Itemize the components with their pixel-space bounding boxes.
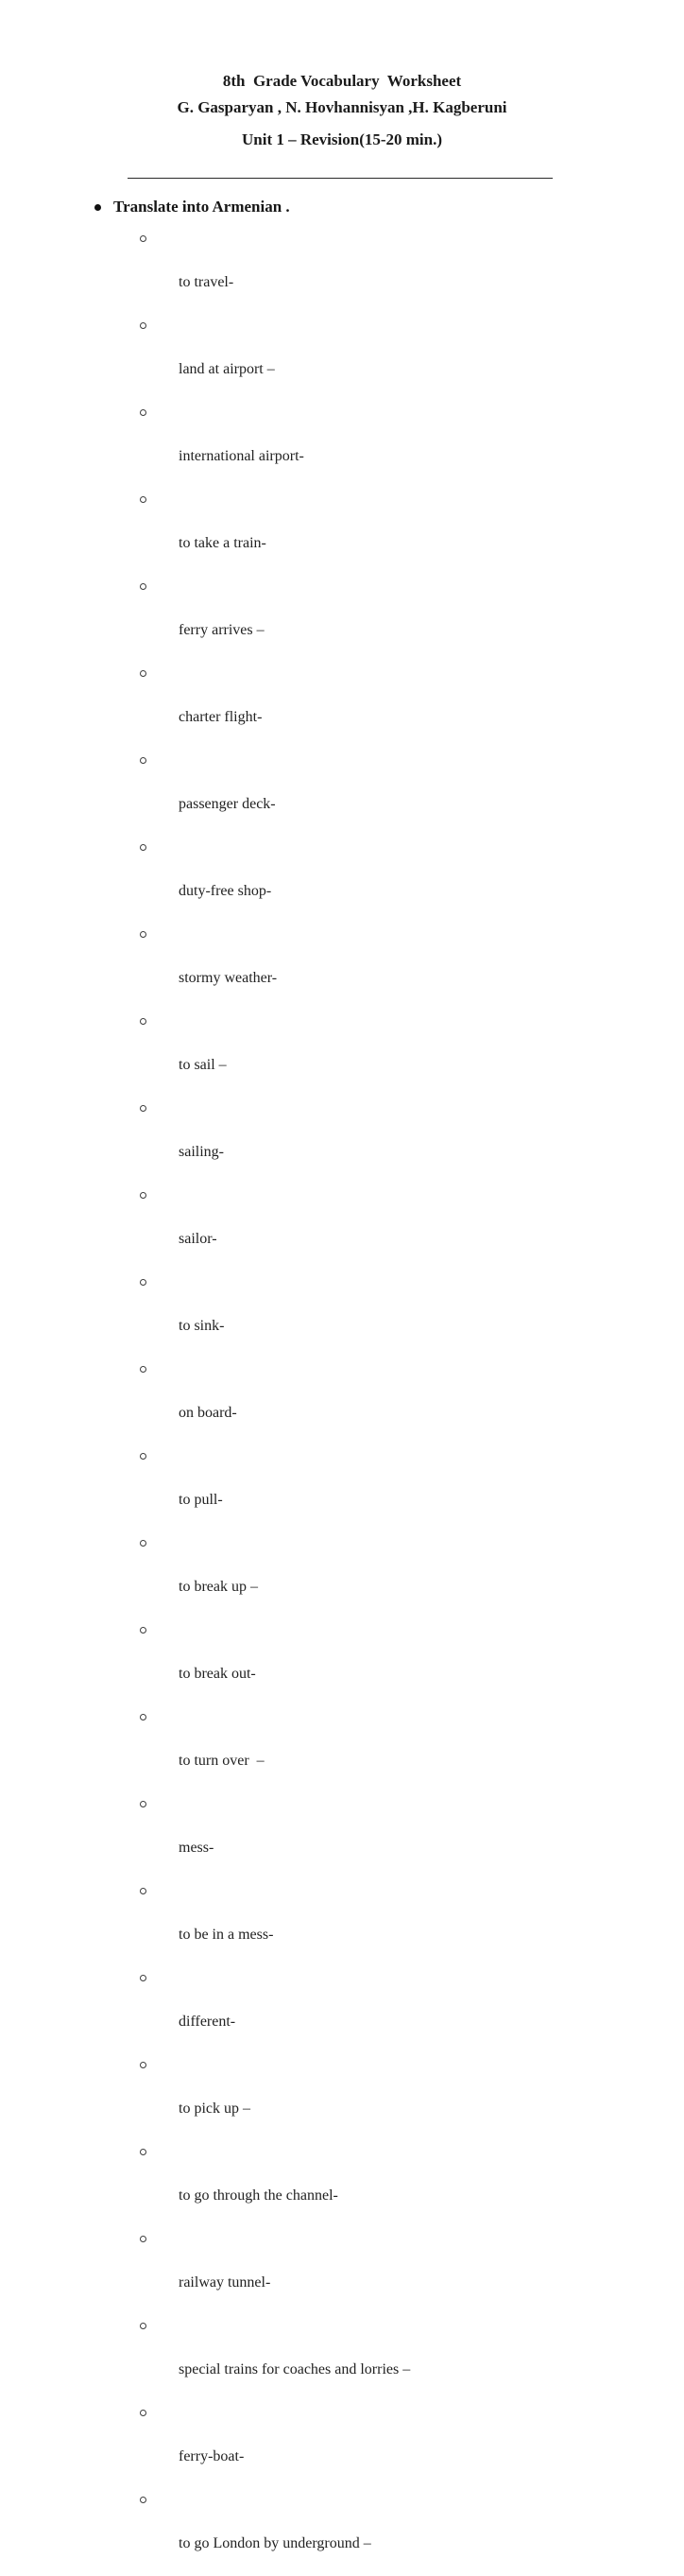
vocab-list — [0, 228, 684, 2576]
list-item-text: to go through the channel- — [179, 2187, 338, 2204]
list-item-text: different- — [179, 2014, 236, 2030]
list-item-text: to pull- — [179, 1492, 223, 1508]
list-item — [0, 1706, 684, 1793]
list-item-text: to travel- — [179, 274, 234, 290]
bullet-dot-icon — [94, 204, 101, 211]
list-item — [0, 1358, 684, 1445]
list-item-text: land at airport – — [179, 361, 275, 377]
list-item — [0, 663, 684, 750]
list-item — [0, 924, 684, 1011]
list-item-text: special trains for coaches and lorries – — [179, 2361, 411, 2377]
list-item — [0, 1793, 684, 1880]
circle-bullet-icon — [140, 670, 146, 677]
list-item-text: to take a train- — [179, 535, 266, 551]
circle-bullet-icon — [140, 1627, 146, 1634]
list-item-text: to sail – — [179, 1057, 227, 1073]
section-heading-row — [0, 197, 684, 217]
list-item-text: on board- — [179, 1405, 237, 1421]
list-item — [0, 1271, 684, 1358]
worksheet-authors: G. Gasparyan , N. Hovhannisyan ,H. Kagberuni — [177, 98, 507, 116]
list-item-text: to sink- — [179, 1318, 225, 1334]
circle-bullet-icon — [140, 1801, 146, 1807]
circle-bullet-icon — [140, 1975, 146, 1981]
list-item-text: to turn over – — [179, 1753, 265, 1769]
list-item — [0, 2054, 684, 2141]
section-heading: Translate into Armenian . — [113, 198, 290, 216]
circle-bullet-icon — [140, 1192, 146, 1199]
list-item — [0, 837, 684, 924]
circle-bullet-icon — [140, 1279, 146, 1286]
list-item-text: stormy weather- — [179, 970, 278, 986]
list-item — [0, 2228, 684, 2315]
list-item-text: to pick up – — [179, 2101, 250, 2117]
circle-bullet-icon — [140, 583, 146, 590]
circle-bullet-icon — [140, 931, 146, 938]
list-item-text: sailing- — [179, 1144, 224, 1160]
list-item — [0, 1011, 684, 1098]
divider-line — [128, 178, 553, 179]
circle-bullet-icon — [140, 1714, 146, 1720]
list-item-text: railway tunnel- — [179, 2274, 271, 2291]
circle-bullet-icon — [140, 2323, 146, 2329]
list-item-text: to break out- — [179, 1666, 256, 1682]
list-item-text: duty-free shop- — [179, 883, 272, 899]
circle-bullet-icon — [140, 2062, 146, 2068]
circle-bullet-icon — [140, 1540, 146, 1547]
circle-bullet-icon — [140, 2236, 146, 2242]
list-item — [0, 1880, 684, 1967]
list-item-text: to be in a mess- — [179, 1927, 274, 1943]
circle-bullet-icon — [140, 409, 146, 416]
list-item-text: ferry arrives – — [179, 622, 265, 638]
circle-bullet-icon — [140, 1453, 146, 1460]
list-item — [0, 1184, 684, 1271]
circle-bullet-icon — [140, 2149, 146, 2155]
circle-bullet-icon — [140, 844, 146, 851]
list-item-text: to break up – — [179, 1579, 258, 1595]
worksheet-unit-line: Unit 1 – Revision(15-20 min.) — [241, 130, 443, 148]
list-item-text: sailor- — [179, 1231, 217, 1247]
list-item — [0, 315, 684, 402]
list-item — [0, 750, 684, 837]
list-item — [0, 228, 684, 315]
circle-bullet-icon — [140, 1018, 146, 1025]
list-item — [0, 1098, 684, 1184]
circle-bullet-icon — [140, 1366, 146, 1373]
list-item — [0, 1967, 684, 2054]
list-item — [0, 1445, 684, 1532]
list-item — [0, 1619, 684, 1706]
list-item — [0, 576, 684, 663]
list-item — [0, 2315, 684, 2402]
list-item-text: mess- — [179, 1840, 214, 1856]
circle-bullet-icon — [140, 235, 146, 242]
list-item — [0, 1532, 684, 1619]
worksheet-header — [0, 0, 684, 150]
circle-bullet-icon — [140, 1105, 146, 1112]
list-item-text: ferry-boat- — [179, 2448, 245, 2464]
list-item-text: charter flight- — [179, 709, 263, 725]
list-item — [0, 2402, 684, 2489]
circle-bullet-icon — [140, 322, 146, 329]
list-item — [0, 402, 684, 489]
list-item-text: to go London by underground – — [179, 2535, 371, 2551]
list-item-text: passenger deck- — [179, 796, 276, 812]
circle-bullet-icon — [140, 1888, 146, 1894]
list-item — [0, 2489, 684, 2576]
list-item — [0, 489, 684, 576]
circle-bullet-icon — [140, 2497, 146, 2503]
list-item — [0, 2141, 684, 2228]
circle-bullet-icon — [140, 496, 146, 503]
circle-bullet-icon — [140, 2410, 146, 2416]
circle-bullet-icon — [140, 757, 146, 764]
worksheet-title: 8th Grade Vocabulary Worksheet — [222, 72, 462, 90]
list-item-text: international airport- — [179, 448, 304, 464]
